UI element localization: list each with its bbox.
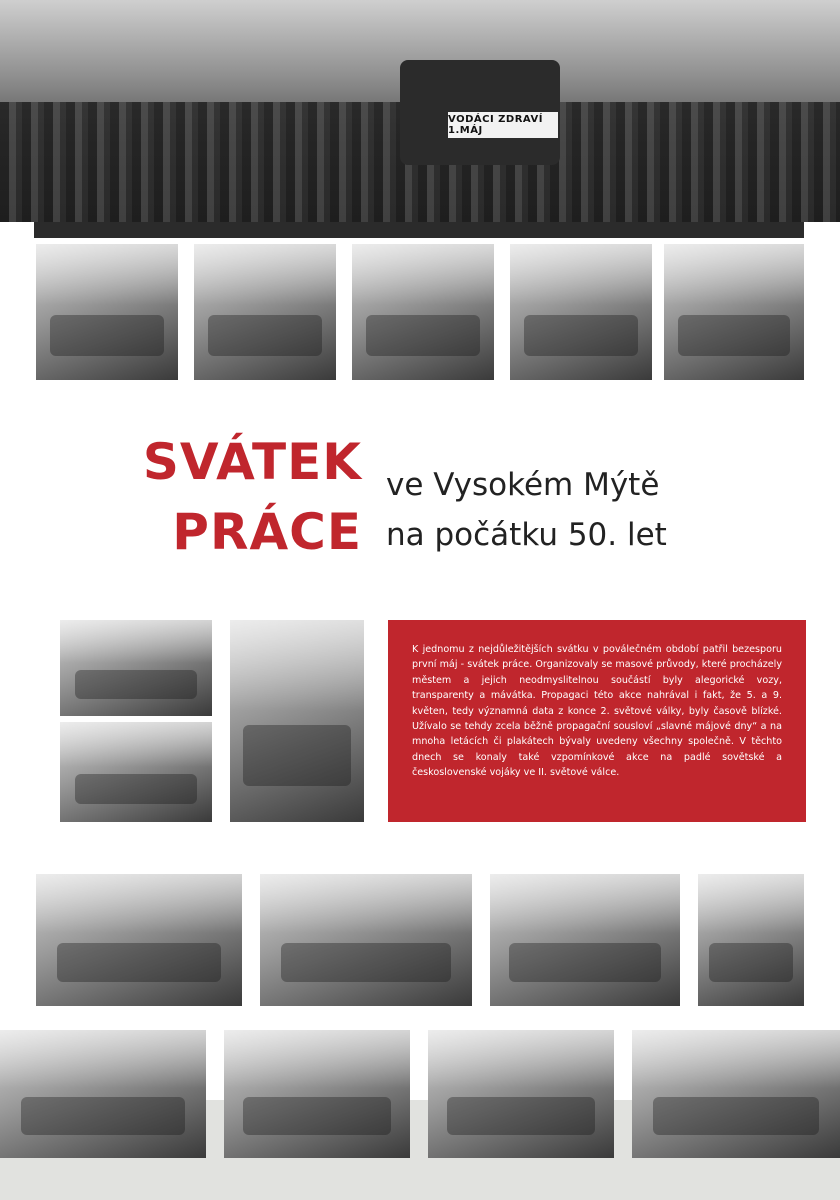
title-line-2: PRÁCE [172, 503, 362, 561]
photo-bus-float [194, 244, 336, 380]
photo-parade-float-1 [36, 244, 178, 380]
photo-square-truck-2 [428, 1030, 614, 1158]
subtitle-line-1: ve Vysokém Mýtě [386, 467, 660, 503]
photo-mir-float [352, 244, 494, 380]
title-line-1: SVÁTEK [142, 433, 362, 491]
photo-motorcycle-street [230, 620, 364, 822]
description-text: K jednomu z nejdůležitějších svátku v poválečném období patřil bezesporu první máj - svátek práce. Organizovaly se masové průvody, které procházely městem a jejich neodmyslitelnou součástí byly alegorické vozy, transparenty a mávátka. Propagaci této akce nahrával i fakt, že 5. a 9. květen, tedy významná data z konce 2. světové války, byly časově blízké. Užívalo se tehdy zcela běžně propagační sousloví „slavné májové dny“ a na mnoha letácích či plakátech bývaly uvedeny všechny společně. V těchto dnech se konaly také vzpomínkové akce na padlé sovětské a československé vojáky ve II. světové válce. [412, 644, 782, 779]
photo-truck-slogans [490, 874, 680, 1006]
photo-motorcycle-square [698, 874, 804, 1006]
photo-allegoric-float [632, 1030, 840, 1158]
photo-banners-crowd [260, 874, 472, 1006]
photo-decorated-truck [510, 244, 652, 380]
truck-sign: VODÁCI ZDRAVÍ 1.MÁJ [448, 112, 558, 138]
photo-portrait-march [60, 620, 212, 716]
divider-bar [34, 222, 804, 238]
description-box [388, 620, 806, 822]
photo-square-truck-1 [224, 1030, 410, 1158]
hero-photo [0, 0, 840, 222]
photo-slava-building [0, 1030, 206, 1158]
photo-town-building [36, 874, 242, 1006]
photo-rude-pravo-float [60, 722, 212, 822]
subtitle-line-2: na počátku 50. let [386, 517, 667, 553]
photo-square-crowd [664, 244, 804, 380]
